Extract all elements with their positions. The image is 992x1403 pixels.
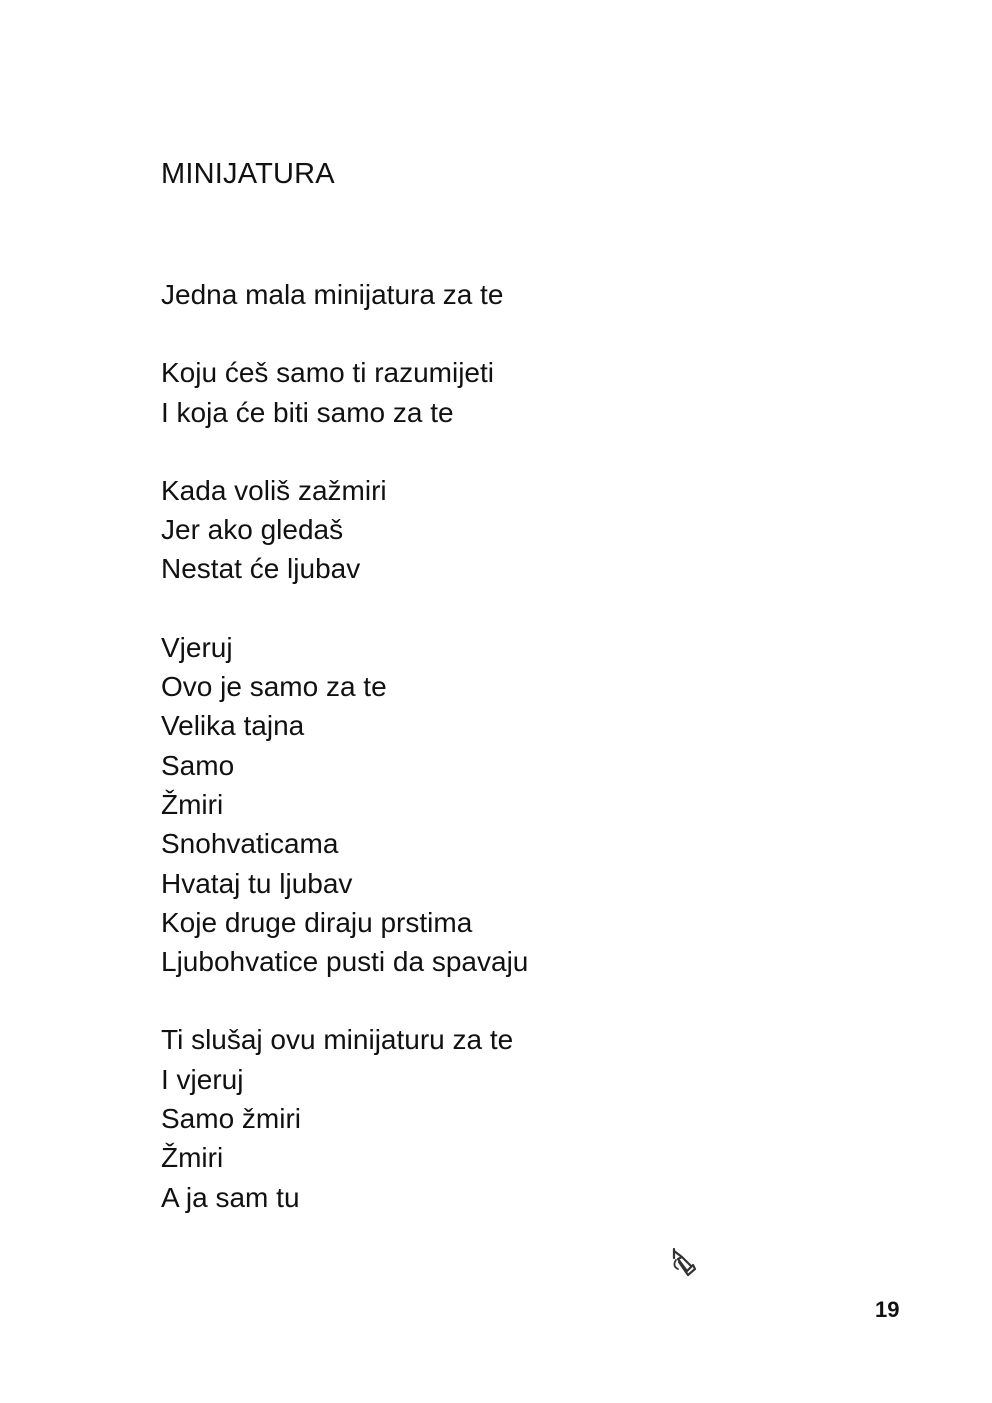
poem-line: Nestat će ljubav [161,553,361,585]
poem-stanza [161,628,861,982]
poem-line: Snohvaticama [161,828,339,860]
poem-line: Žmiri [161,788,224,820]
poem-line: Ljubohvatice pusti da spavaju [161,946,529,978]
poem-line: Žmiri [161,1142,224,1174]
poem-line: Koje druge diraju prstima [161,906,473,938]
poem-stanza [161,471,861,589]
poem-line: Samo žmiri [161,1103,302,1135]
poem-line: Koju ćeš samo ti razumijeti [161,357,495,389]
poem-stanza [161,353,861,432]
poem-stanza [161,1020,861,1216]
poem-line: A ja sam tu [161,1181,300,1213]
poem-line: I vjeruj [161,1063,244,1095]
poem-line: Hvataj tu ljubav [161,867,353,899]
poem-body [161,275,861,1256]
poem-title: MINIJATURA [161,158,335,190]
poem-line: I koja će biti samo za te [161,396,454,428]
poem-line: Velika tajna [161,710,305,742]
poem-line: Kada voliš zažmiri [161,474,387,506]
poem-line: Samo [161,749,235,781]
poem-line: Ovo je samo za te [161,671,387,703]
poem-line: Vjeruj [161,631,233,663]
poem-stanza [161,275,861,314]
page-number: 19 [875,1297,900,1322]
hand-drawn-flourish-icon [668,1245,700,1279]
poem-line: Jer ako gledaš [161,514,344,546]
poem-line: Ti slušaj ovu minijaturu za te [161,1024,514,1056]
poem-line: Jedna mala minijatura za te [161,279,504,310]
